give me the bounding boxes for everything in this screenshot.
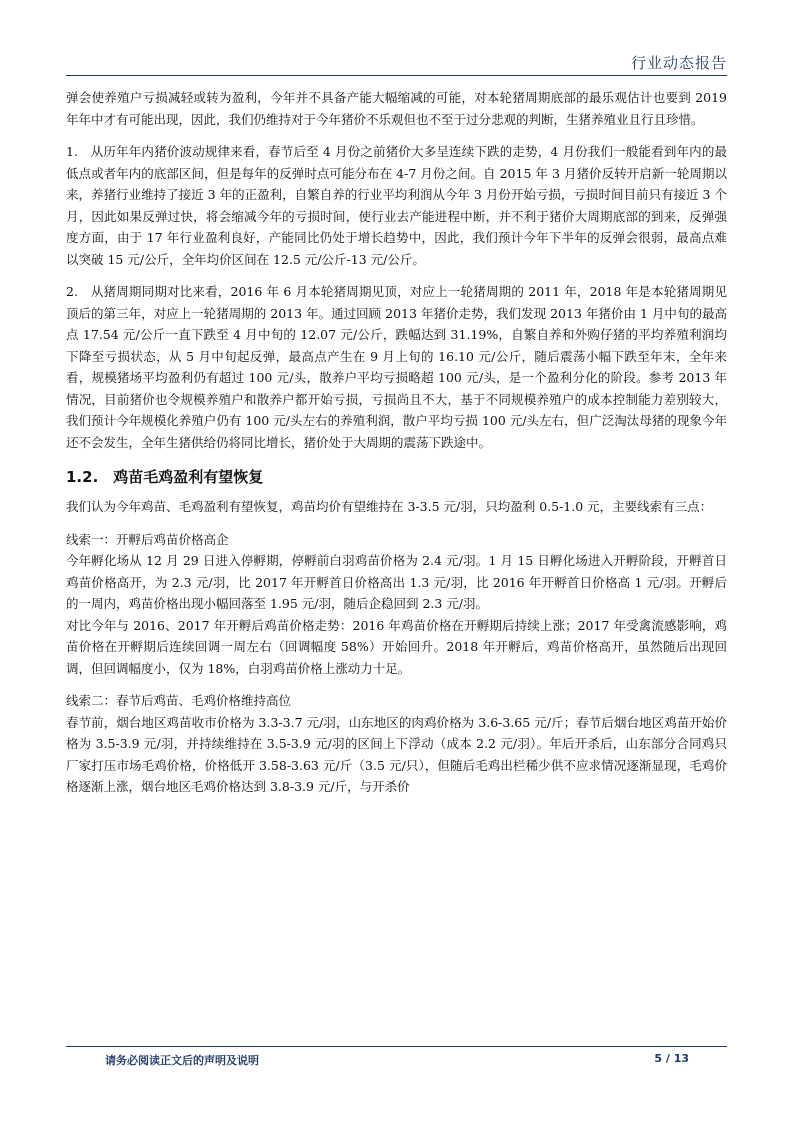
header-divider bbox=[66, 75, 727, 76]
report-body bbox=[66, 87, 727, 798]
paragraph-intro: 我们认为今年鸡苗、毛鸡盈利有望恢复，鸡苗均价有望维持在 3-3.5 元/羽，只均盈利 0.5-1.0 元，主要线索有三点： bbox=[66, 499, 713, 514]
section-heading-1-2: 1.2. 鸡苗毛鸡盈利有望恢复 bbox=[66, 468, 264, 486]
footer-divider bbox=[66, 1046, 727, 1047]
paragraph-clue-1-a: 今年孵化场从 12 月 29 日进入停孵期，停孵前白羽鸡苗价格为 2.4 元/羽。1 月 15 日孵化场进入开孵阶段，开孵首日鸡苗价格高开，为 2.3 元/羽，比 2017 年开孵首日价格高出 1.3 元/羽，比 2016 年开孵首日价格高 1 元/羽。开孵后的一周内，鸡苗价格出现小幅回落至 1.95 元/羽，随后企稳回到 2.3 元/羽。 bbox=[66, 553, 727, 611]
footer-disclaimer: 请务必阅读正文后的声明及说明 bbox=[105, 1054, 259, 1067]
paragraph-point-2: 2. 从猪周期同期对比来看，2016 年 6 月本轮猪周期见顶，对应上一轮猪周期的 2011 年，2018 年是本轮猪周期见顶后的第三年，对应上一轮猪周期的 2013 年。通过回顾 2013 年猪价走势，我们发现 2013 年猪价由 1 月中旬的最高点 17.54 元/公斤一直下跌至 4 月中旬的 12.07 元/公斤，跌幅达到 31.19%，自繁自养和外购仔猪的平均养殖利润均下降至亏损状态，从 5 月中旬起反弹，最高点产生在 9 月上旬的 16.10 元/公斤，随后震荡小幅下跌至年末，全年来看，规模猪场平均盈利仍有超过 100 元/头，散养户平均亏损略超 100 元/头，是一个盈利分化的阶段。参考 2013 年情况，目前猪价也令规模养殖户和散养户都开始亏损，亏损尚且不大，基于不同规模养殖户的成本控制能力差别较大，我们预计今年规模化养殖户仍有 100 元/头左右的养殖利润，散户平均亏损 100 元/头左右，但广泛淘汰母猪的现象今年还不会发生，全年生猪供给仍将同比增长，猪价处于大周期的震荡下跌途中。 bbox=[66, 284, 727, 450]
page-number: 5 / 13 bbox=[654, 1052, 689, 1065]
paragraph-point-1: 1. 从历年年内猪价波动规律来看，春节后至 4 月份之前猪价大多呈连续下跌的走势，4 月份我们一般能看到年内的最低点或者年内的底部区间，但是每年的反弹时点可能分布在 4-7 月份之间。自 2015 年 3 月猪价反转开启新一轮周期以来，养猪行业维持了接近 3 年的正盈利，自繁自养的行业平均利润从今年 3 月份开始亏损，亏损时间目前只有接近 3 个月，因此如果反弹过快，将会缩减今年的亏损时间，使行业去产能进程中断，并不利于猪价大周期底部的到来，反弹强度方面，由于 17 年行业盈利良好，产能同比仍处于增长趋势中，因此，我们预计今年下半年的反弹会很弱，最高点难以突破 15 元/公斤，全年均价区间在 12.5 元/公斤-13 元/公斤。 bbox=[66, 144, 727, 267]
paragraph-clue-1-b: 对比今年与 2016、2017 年开孵后鸡苗价格走势：2016 年鸡苗价格在开孵期后持续上涨；2017 年受禽流感影响，鸡苗价格在开孵期后连续回调一周左右（回调幅度 58%）开始回升。2018 年开孵后，鸡苗价格高开，虽然随后出现回调，但回调幅度小，仅为 18%，白羽鸡苗价格上涨动力十足。 bbox=[66, 617, 727, 676]
paragraph-clue-2: 春节前，烟台地区鸡苗收市价格为 3.3-3.7 元/羽，山东地区的肉鸡价格为 3.6-3.65 元/斤；春节后烟台地区鸡苗开始价格为 3.5-3.9 元/羽，并持续维持在 3.5-3.9 元/羽的区间上下浮动（成本 2.2 元/羽）。年后开杀后，山东部分合同鸡只厂家打压市场毛鸡价格，价格低开 3.58-3.63 元/斤（3.5 元/只），但随后毛鸡出栏稀少供不应求情况逐渐显现，毛鸡价格逐渐上涨，烟台地区毛鸡价格达到 3.8-3.9 元/斤，与开杀价 bbox=[66, 714, 727, 794]
paragraph-outlook: 弹会使养殖户亏损减轻或转为盈利，今年并不具备产能大幅缩减的可能，对本轮猪周期底部的最乐观估计也要到 2019 年年中才有可能出现，因此，我们仍维持对于今年猪价不乐观但也不至于过分悲观的判断，生猪养殖业且行且珍惜。 bbox=[66, 90, 727, 127]
clue-2-title: 线索二：春节后鸡苗、毛鸡价格维持高位 bbox=[66, 693, 292, 708]
report-type-header: 行业动态报告 bbox=[630, 54, 727, 72]
clue-1-title: 线索一：开孵后鸡苗价格高企 bbox=[66, 531, 229, 547]
